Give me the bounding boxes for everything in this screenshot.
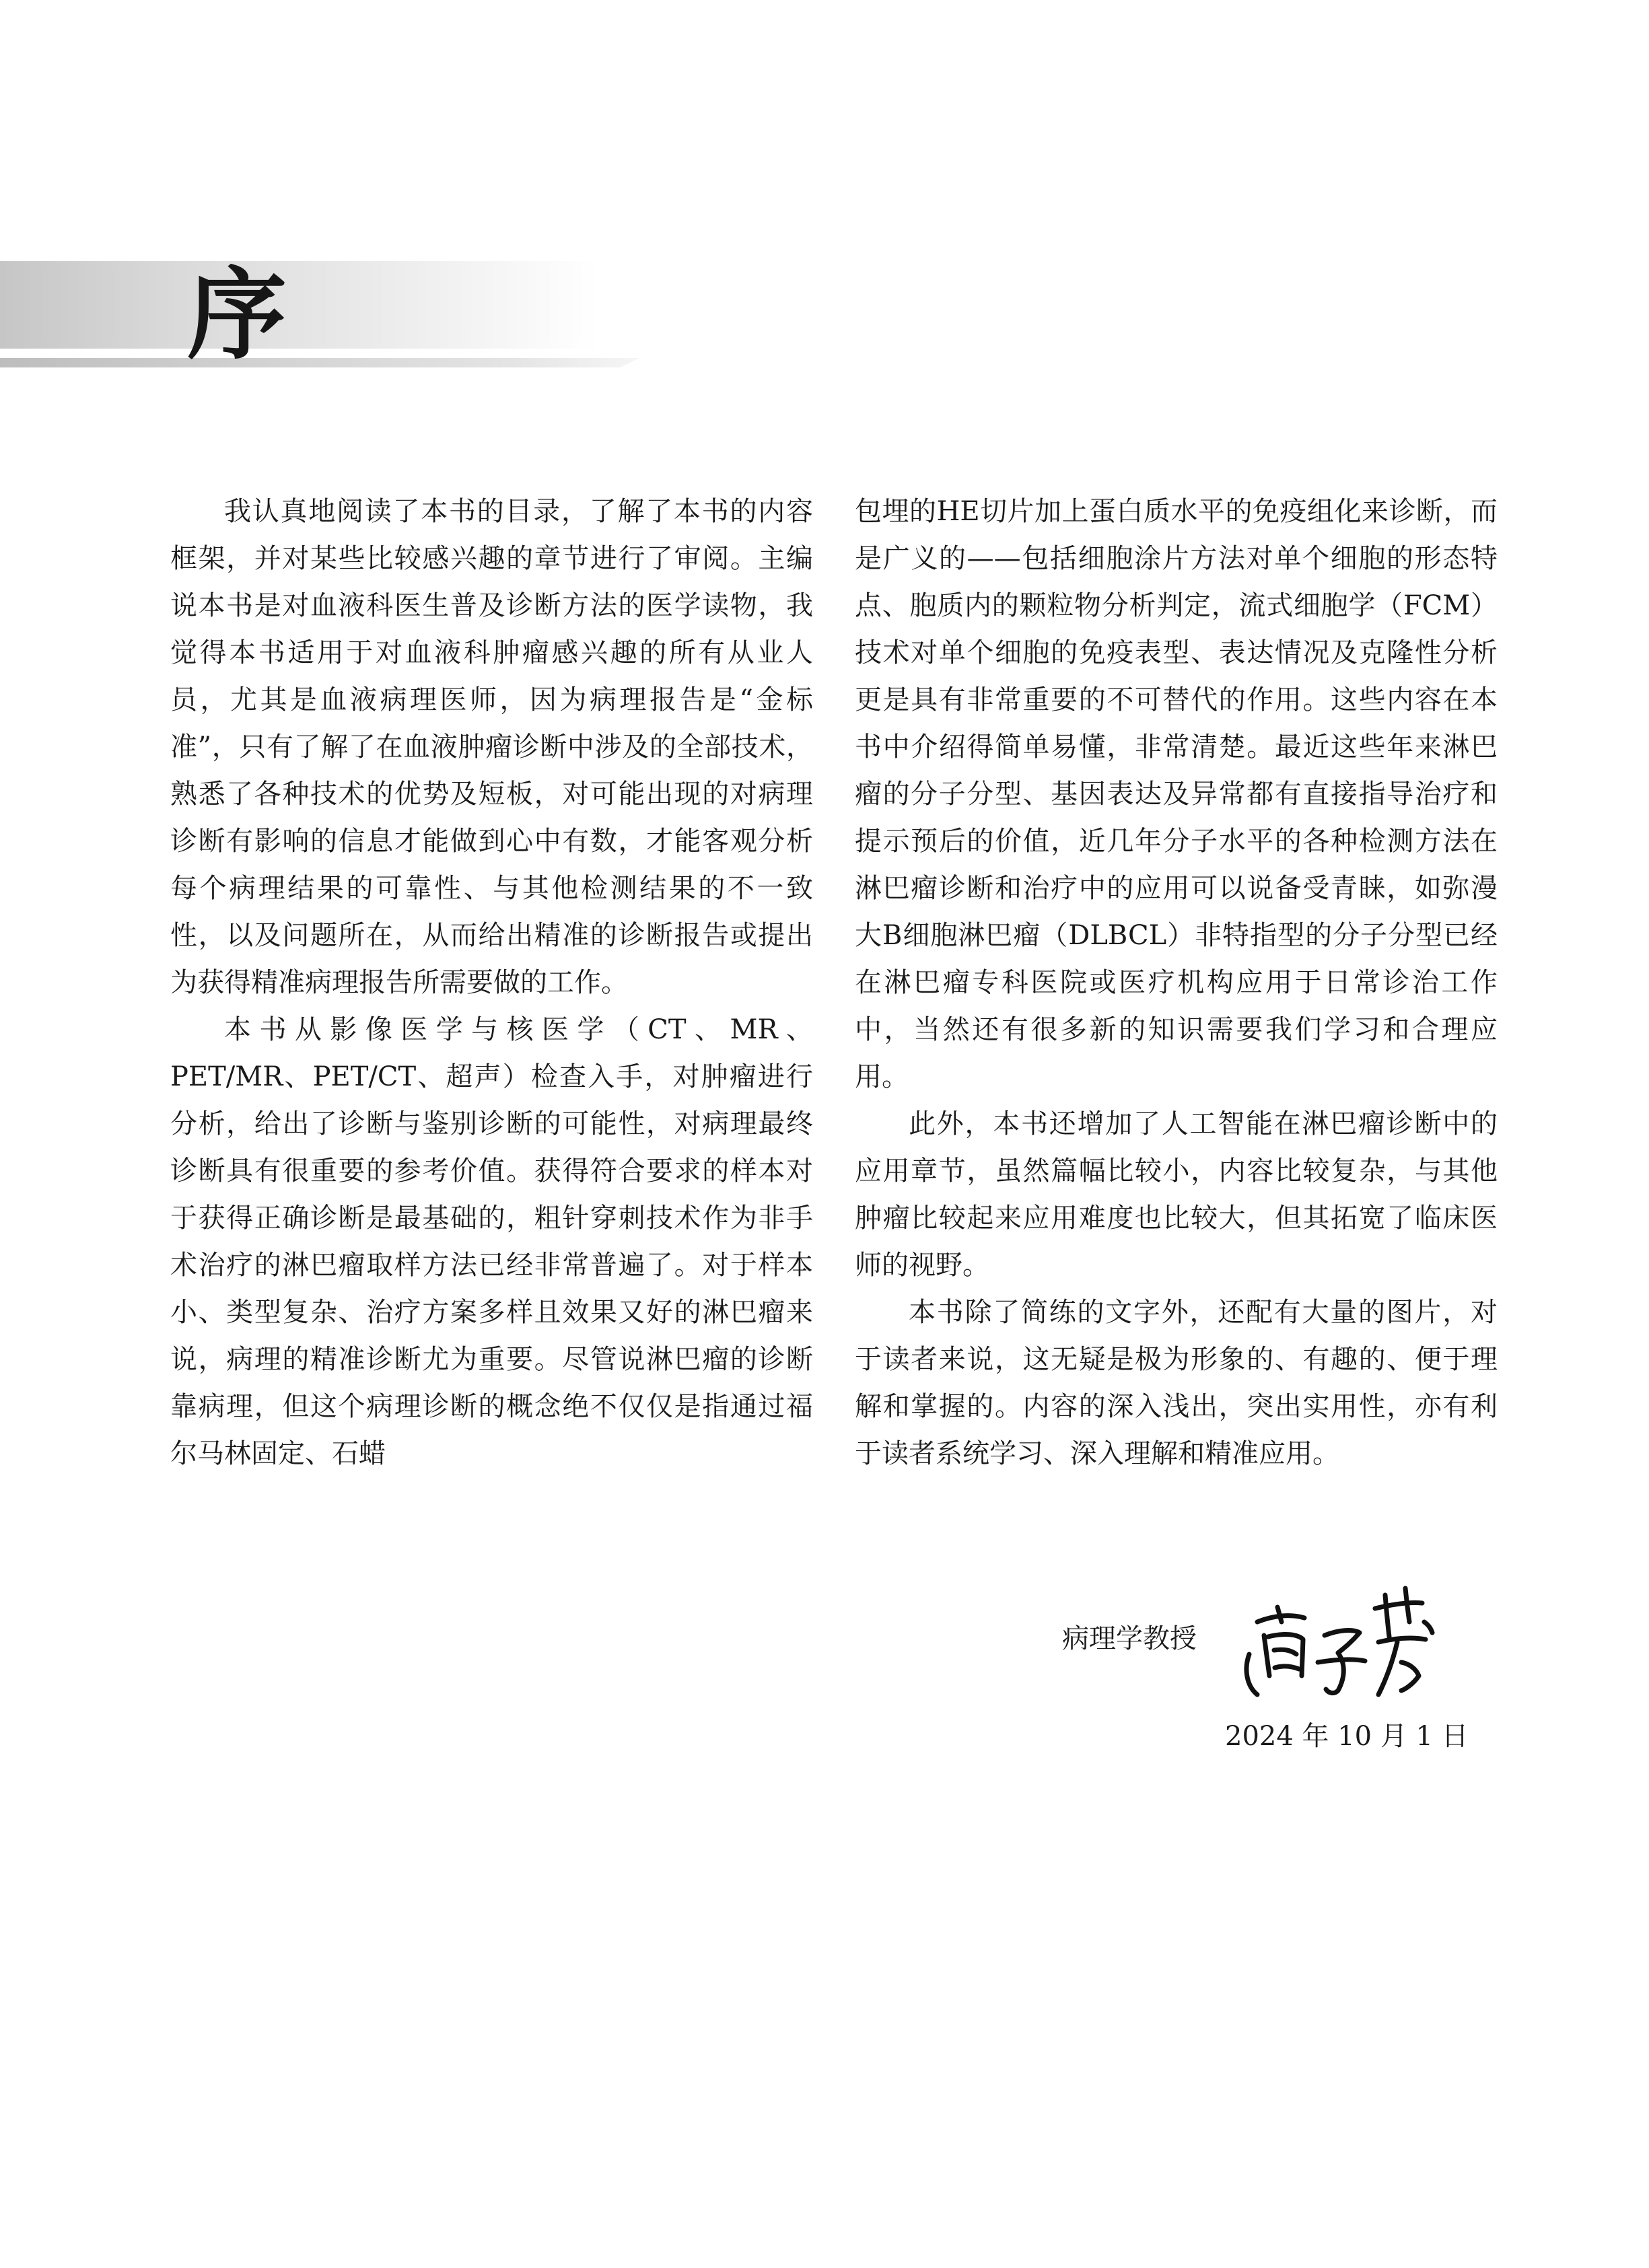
handwritten-signature: [1237, 1575, 1439, 1709]
paragraph-3: 此外，本书还增加了人工智能在淋巴瘤诊断中的应用章节，虽然篇幅比较小，内容比较复杂，与其他肿瘤比较起来应用难度也比较大，但其拓宽了临床医师的视野。: [855, 1108, 1498, 1281]
paragraph-2: 本书从影像医学与核医学（CT、MR、PET/MR、PET/CT、超声）检查入手，对肿瘤进行分析，给出了诊断与鉴别诊断的可能性，对病理最终诊断具有很重要的参考价值。获得符合要求的样本对于获得正确诊断是最基础的，粗针穿刺技术作为非手术治疗的淋巴瘤取样方法已经非常普遍了。对于样本小、类型复杂、治疗方案多样且效果又好的淋巴瘤来说，病理的精准诊断尤为重要。尽管说淋巴瘤的诊断靠病理，但这个病理诊断的概念绝不仅仅是指通过福尔马林固定、石蜡: [170, 1014, 813, 1469]
paragraph-2-continued: 包埋的HE切片加上蛋白质水平的免疫组化来诊断，而是广义的——包括细胞涂片方法对单个细胞的形态特点、胞质内的颗粒物分析判定，流式细胞学（FCM）技术对单个细胞的免疫表型、表达情况及克隆性分析更是具有非常重要的不可替代的作用。这些内容在本书中介绍得简单易懂，非常清楚。最近这些年来淋巴瘤的分子分型、基因表达及异常都有直接指导治疗和提示预后的价值，近几年分子水平的各种检测方法在淋巴瘤诊断和治疗中的应用可以说备受青睐，如弥漫大B细胞淋巴瘤（DLBCL）非特指型的分子分型已经在淋巴瘤专科医院或医疗机构应用于日常诊治工作中，当然还有很多新的知识需要我们学习和合理应用。: [855, 496, 1498, 1092]
title-underline: [0, 358, 639, 367]
right-column: [855, 488, 1498, 1477]
title-band: [0, 261, 599, 349]
paragraph-4: 本书除了简练的文字外，还配有大量的图片，对于读者来说，这无疑是极为形象的、有趣的、便于理解和掌握的。内容的深入浅出，突出实用性，亦有利于读者系统学习、深入理解和精准应用。: [855, 1297, 1498, 1469]
signature-block: [1037, 1575, 1508, 1709]
signer-title: 病理学教授: [1062, 1623, 1197, 1654]
date: 2024 年 10 月 1 日: [1225, 1721, 1469, 1752]
page-title: 序: [187, 256, 287, 373]
left-column: [170, 488, 813, 1477]
paragraph-1: 我认真地阅读了本书的目录，了解了本书的内容框架，并对某些比较感兴趣的章节进行了审阅。主编说本书是对血液科医生普及诊断方法的医学读物，我觉得本书适用于对血液科肿瘤感兴趣的所有从业人员，尤其是血液病理医师，因为病理报告是“金标准”，只有了解了在血液肿瘤诊断中涉及的全部技术，熟悉了各种技术的优势及短板，对可能出现的对病理诊断有影响的信息才能做到心中有数，才能客观分析每个病理结果的可靠性、与其他检测结果的不一致性，以及问题所在，从而给出精准的诊断报告或提出为获得精准病理报告所需要做的工作。: [170, 496, 813, 998]
